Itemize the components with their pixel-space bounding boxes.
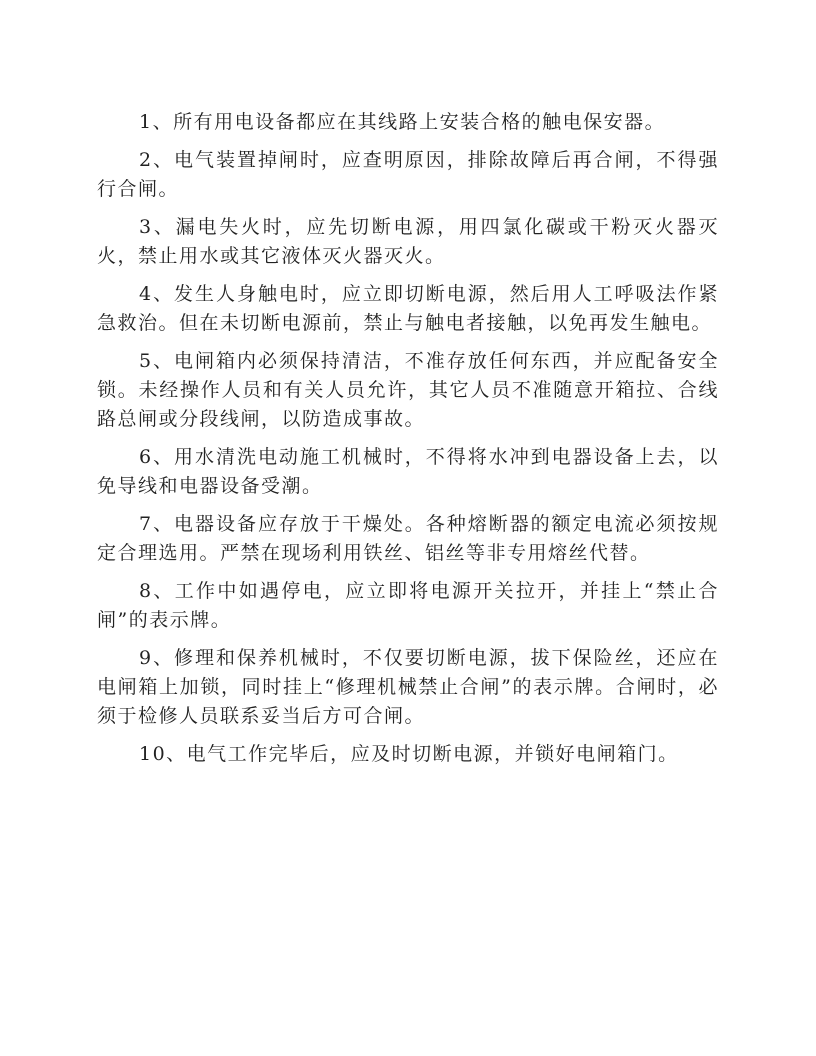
paragraph-10: 10、电气工作完毕后，应及时切断电源，并锁好电闸箱门。: [139, 743, 679, 765]
paragraph-4: 4、发生人身触电时，应立即切断电源，然后用人工呼吸法作紧急救治。但在未切断电源前，禁止与触电者接触，以免再发生触电。: [97, 283, 719, 334]
paragraph-8: 8、工作中如遇停电，应立即将电源开关拉开，并挂上“禁止合闸”的表示牌。: [97, 580, 719, 631]
paragraph-3: 3、漏电失火时，应先切断电源，用四氯化碳或干粉灭火器灭火，禁止用水或其它液体灭火器灭火。: [97, 216, 719, 267]
paragraph-6: 6、用水清洗电动施工机械时，不得将水冲到电器设备上去，以免导线和电器设备受潮。: [97, 446, 719, 497]
paragraph-9: 9、修理和保养机械时，不仅要切断电源，拔下保险丝，还应在电闸箱上加锁，同时挂上“修理机械禁止合闸”的表示牌。合闸时，必须于检修人员联系妥当后方可合闸。: [97, 647, 719, 727]
paragraph-1: 1、所有用电设备都应在其线路上安装合格的触电保安器。: [139, 111, 666, 133]
paragraph-7: 7、电器设备应存放于干燥处。各种熔断器的额定电流必须按规定合理选用。严禁在现场利用铁丝、铝丝等非专用熔丝代替。: [97, 513, 719, 564]
paragraph-2: 2、电气装置掉闸时，应查明原因，排除故障后再合闸，不得强行合闸。: [97, 149, 719, 200]
paragraph-5: 5、电闸箱内必须保持清洁，不准存放任何东西，并应配备安全锁。未经操作人员和有关人员允许，其它人员不准随意开箱拉、合线路总闸或分段线闸，以防造成事故。: [97, 350, 719, 430]
document-body: [97, 108, 719, 778]
